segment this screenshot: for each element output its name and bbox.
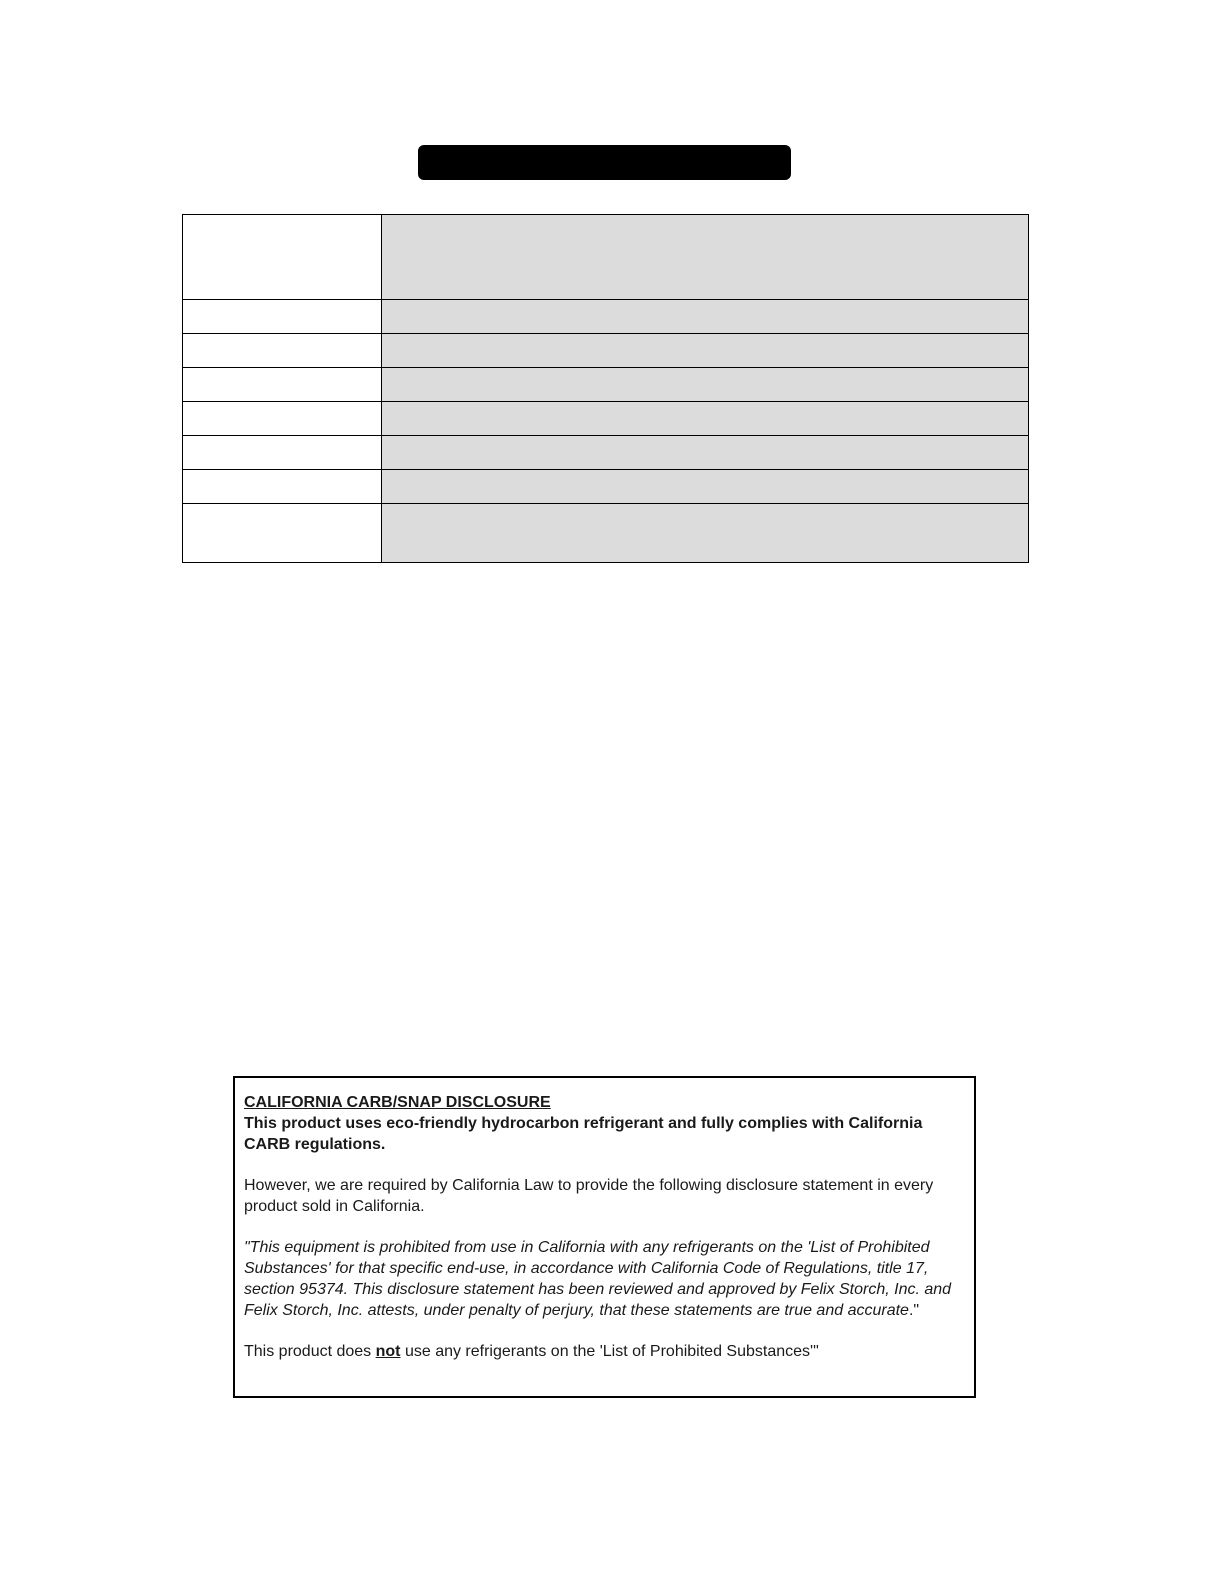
disclosure-paragraph: However, we are required by California Law to provide the following disclosure statement in every product sold in California. xyxy=(244,1177,934,1215)
row-value xyxy=(382,436,1029,470)
carb-disclosure-box xyxy=(233,1076,976,1398)
row-value xyxy=(382,504,1029,563)
disclosure-quote-text: "This equipment is prohibited from use in California with any refrigerants on the 'List of Prohibited Substances' for that specific end-use, in accordance with California Code of Regulations, title 17, section 95374. This disclosure statement has been reviewed and approved by Felix Storch, Inc. and Felix Storch, Inc. attests, under penalty of perjury, that these statements are true and accurate xyxy=(244,1239,952,1319)
disclosure-final-statement xyxy=(244,1341,966,1362)
row-value xyxy=(382,300,1029,334)
disclosure-compliance-statement: This product uses eco-friendly hydrocarbon refrigerant and fully complies with California CARB regulations. xyxy=(244,1115,923,1153)
table-row xyxy=(183,470,1029,504)
final-emphasis: not xyxy=(375,1343,401,1360)
table-row xyxy=(183,300,1029,334)
table-row xyxy=(183,436,1029,470)
row-label xyxy=(183,402,382,436)
row-label xyxy=(183,470,382,504)
row-value xyxy=(382,402,1029,436)
disclosure-quote xyxy=(244,1237,966,1321)
row-label xyxy=(183,368,382,402)
row-label xyxy=(183,215,382,300)
row-value xyxy=(382,334,1029,368)
row-label xyxy=(183,504,382,563)
row-label xyxy=(183,300,382,334)
row-label xyxy=(183,334,382,368)
table-row xyxy=(183,368,1029,402)
table-row xyxy=(183,402,1029,436)
row-value xyxy=(382,215,1029,300)
row-value xyxy=(382,470,1029,504)
title-bar xyxy=(418,145,791,180)
row-value xyxy=(382,368,1029,402)
disclosure-heading: CALIFORNIA CARB/SNAP DISCLOSURE xyxy=(244,1094,551,1111)
table-row xyxy=(183,215,1029,300)
specifications-table xyxy=(182,214,1029,563)
table-row xyxy=(183,334,1029,368)
table-row xyxy=(183,504,1029,563)
final-prefix: This product does xyxy=(244,1343,376,1360)
row-label xyxy=(183,436,382,470)
disclosure-quote-end: ." xyxy=(908,1302,920,1319)
final-suffix: use any refrigerants on the 'List of Prohibited Substances'" xyxy=(400,1343,819,1360)
